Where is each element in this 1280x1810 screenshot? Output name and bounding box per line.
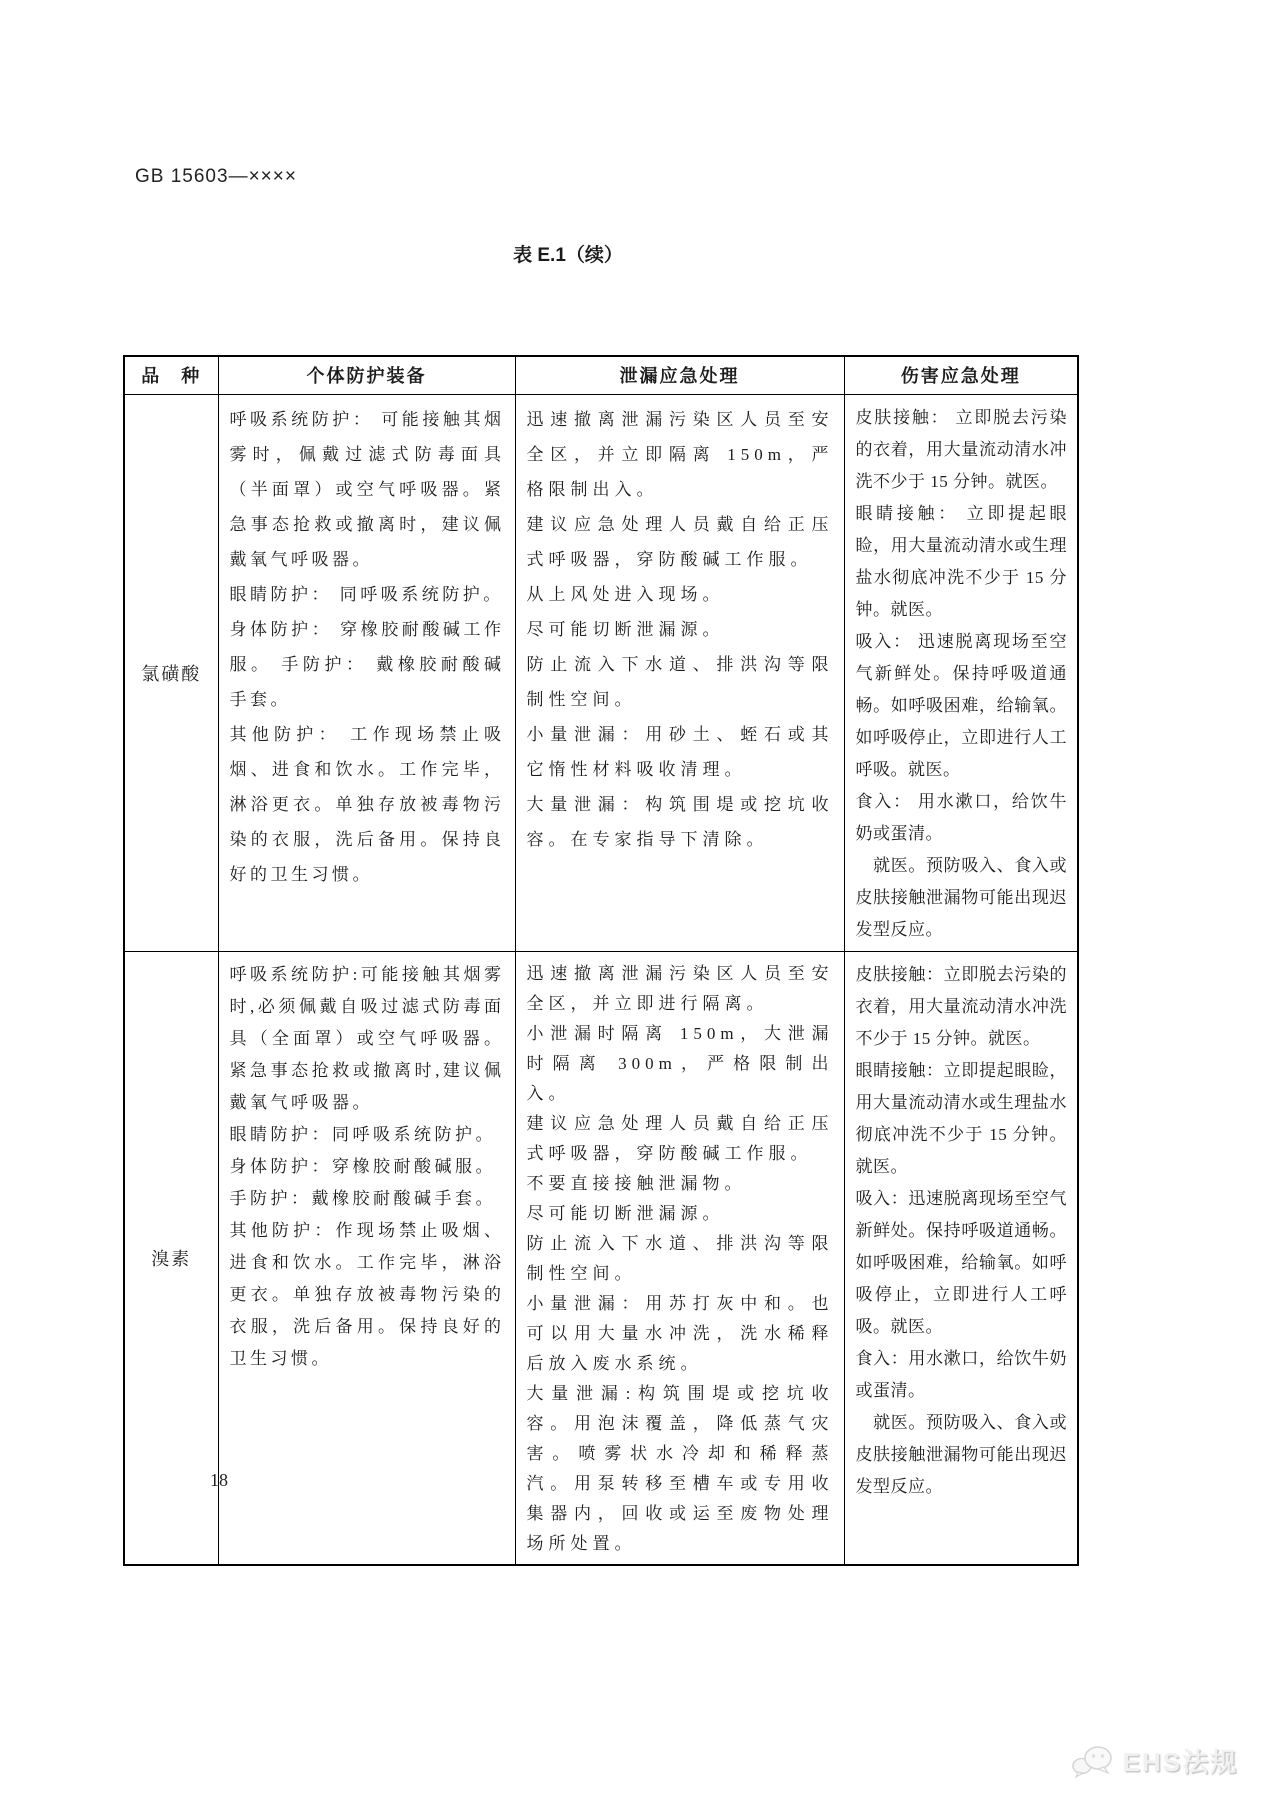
cell-paragraph: 从上风处进入现场。: [526, 584, 725, 604]
header-row: [124, 356, 1078, 394]
page-number: 18: [210, 1470, 228, 1490]
cell-paragraph: 防止流入下水道、排洪沟等限制性空间。: [526, 654, 834, 709]
wechat-chat-bubbles-icon: [1071, 1744, 1115, 1778]
cell-paragraph: 吸入： 迅速脱离现场至空气新鲜处。保持呼吸道通畅。如呼吸困难，给输氧。如呼吸停止，立即进行人工呼吸。就医。: [855, 631, 1067, 779]
col-header-species: 品 种: [124, 356, 218, 394]
cell-paragraph: 其他防护： 工作现场禁止吸烟、进食和饮水。工作完毕，淋浴更衣。单独存放被毒物污染的衣服，洗后备用。保持良好的卫生习惯。: [229, 724, 505, 884]
cell-paragraph: 尽可能切断泄漏源。: [526, 619, 725, 639]
col-header-protection: 个体防护装备: [218, 356, 515, 394]
leak-cell: [515, 951, 844, 1565]
cell-paragraph: 建议应急处理人员戴自给正压式呼吸器，穿防酸碱工作服。: [526, 1113, 834, 1163]
species-cell: 氯磺酸: [124, 394, 218, 951]
cell-paragraph: 其他防护：作现场禁止吸烟、进食和饮水。工作完毕，淋浴更衣。单独存放被毒物污染的衣服，洗后备用。保持良好的卫生习惯。: [229, 1220, 505, 1368]
table-row-chlorosulfonic-acid: [124, 394, 1078, 951]
protection-cell: [218, 951, 515, 1565]
watermark-label: EHS法规: [1122, 1747, 1238, 1777]
cell-paragraph: 尽可能切断泄漏源。: [526, 1203, 725, 1223]
hazard-table: [123, 355, 1079, 1566]
cell-paragraph: 手防护：戴橡胶耐酸碱手套。: [229, 1188, 496, 1208]
cell-paragraph: 身体防护：穿橡胶耐酸碱服。: [229, 1156, 496, 1176]
table-row-bromine: [124, 951, 1078, 1565]
cell-paragraph: 迅速撤离泄漏污染区人员至安全区，并立即进行隔离。: [526, 963, 834, 1013]
cell-paragraph: 建议应急处理人员戴自给正压式呼吸器，穿防酸碱工作服。: [526, 514, 834, 569]
cell-paragraph: 眼睛接触： 立即提起眼睑，用大量流动清水或生理盐水彻底冲洗不少于 15 分钟。就医。: [855, 503, 1067, 619]
cell-paragraph: 呼吸系统防护： 可能接触其烟雾时，佩戴过滤式防毒面具（半面罩）或空气呼吸器。紧急事态抢救或撤离时，建议佩戴氧气呼吸器。: [229, 409, 505, 569]
cell-paragraph: 小量泄漏：用砂土、蛭石或其它惰性材料吸收清理。: [526, 724, 834, 779]
injury-cell: [844, 394, 1078, 951]
cell-paragraph: 皮肤接触：立即脱去污染的衣着，用大量流动清水冲洗不少于 15 分钟。就医。: [855, 964, 1067, 1048]
cell-paragraph: 迅速撤离泄漏污染区人员至安全区，并立即隔离 150m，严格限制出入。: [526, 409, 834, 499]
cell-paragraph: 眼睛防护：同呼吸系统防护。: [229, 1124, 496, 1144]
watermark: [1071, 1742, 1238, 1779]
table-title: 表 E.1（续）: [513, 245, 623, 266]
cell-paragraph: 食入： 用水漱口，给饮牛奶或蛋清。: [855, 791, 1067, 843]
col-header-injury: 伤害应急处理: [844, 356, 1078, 394]
hazard-table-container: [123, 355, 1077, 1566]
cell-paragraph: 眼睛防护： 同呼吸系统防护。: [229, 584, 504, 604]
cell-paragraph: 呼吸系统防护:可能接触其烟雾时,必须佩戴自吸过滤式防毒面具（全面罩）或空气呼吸器。紧急事态抢救或撤离时,建议佩戴氧气呼吸器。: [229, 964, 505, 1112]
cell-paragraph: 皮肤接触： 立即脱去污染的衣着，用大量流动清水冲洗不少于 15 分钟。就医。: [855, 407, 1067, 491]
col-header-leak: 泄漏应急处理: [515, 356, 844, 394]
cell-paragraph: 大量泄漏：构筑围堤或挖坑收容。在专家指导下清除。: [526, 794, 834, 849]
standard-code: GB 15603—××××: [135, 166, 297, 187]
cell-paragraph: 吸入：迅速脱离现场至空气新鲜处。保持呼吸道通畅。如呼吸困难，给输氧。如呼吸停止，立即进行人工呼吸。就医。: [855, 1188, 1067, 1336]
cell-paragraph: 就医。预防吸入、食入或皮肤接触泄漏物可能出现迟发型反应。: [855, 855, 1067, 939]
leak-cell: [515, 394, 844, 951]
cell-paragraph: 不要直接接触泄漏物。: [526, 1173, 747, 1193]
cell-paragraph: 眼睛接触：立即提起眼睑，用大量流动清水或生理盐水彻底冲洗不少于 15 分钟。就医。: [855, 1060, 1067, 1176]
cell-paragraph: 小泄漏时隔离 150m，大泄漏时隔离 300m，严格限制出入。: [526, 1023, 834, 1103]
cell-paragraph: 就医。预防吸入、食入或皮肤接触泄漏物可能出现迟发型反应。: [855, 1412, 1067, 1496]
cell-paragraph: 大量泄漏:构筑围堤或挖坑收容。用泡沫覆盖，降低蒸气灾害。喷雾状水冷却和稀释蒸汽。用泵转移至槽车或专用收集器内，回收或运至废物处理场所处置。: [526, 1383, 834, 1553]
cell-paragraph: 防止流入下水道、排洪沟等限制性空间。: [526, 1233, 834, 1283]
cell-paragraph: 食入：用水漱口，给饮牛奶或蛋清。: [855, 1348, 1067, 1400]
cell-paragraph: 身体防护： 穿橡胶耐酸碱工作服。 手防护： 戴橡胶耐酸碱手套。: [229, 619, 505, 709]
injury-cell: [844, 951, 1078, 1565]
cell-paragraph: 小量泄漏：用苏打灰中和。也可以用大量水冲洗，洗水稀释后放入废水系统。: [526, 1293, 834, 1373]
protection-cell: [218, 394, 515, 951]
species-cell: 溴素: [124, 951, 218, 1565]
